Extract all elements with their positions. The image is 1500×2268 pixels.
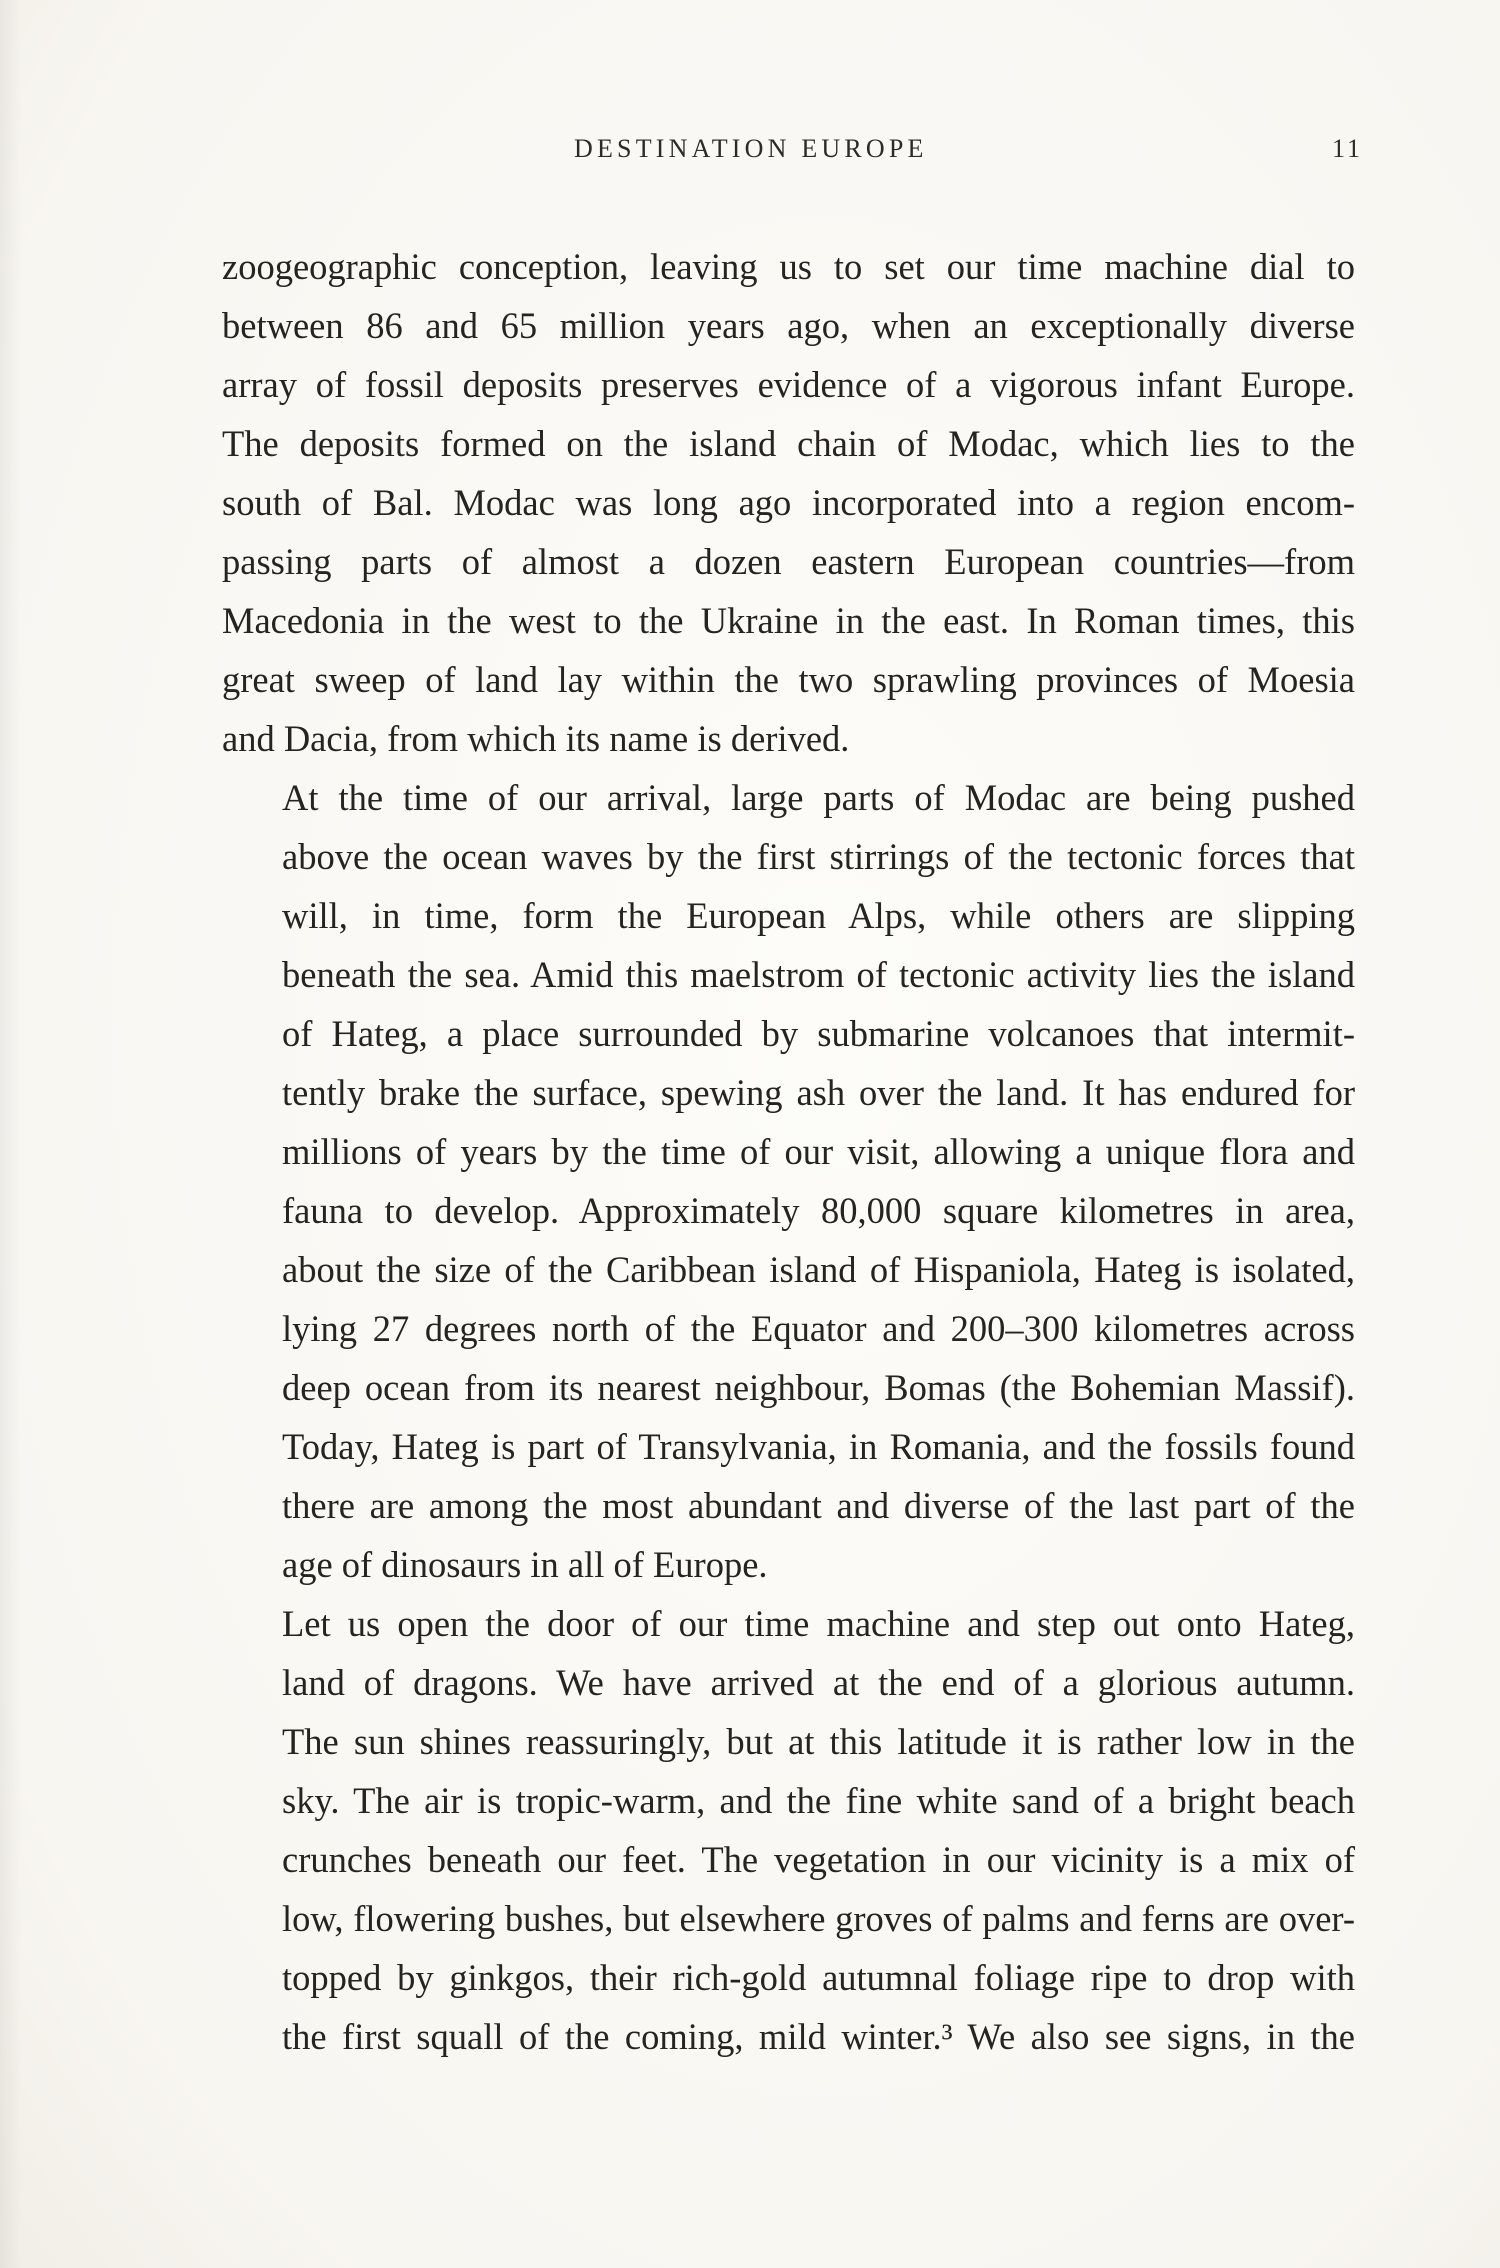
text-line: The deposits formed on the island chain of Modac, which lies to the (222, 423, 1355, 464)
text-line: above the ocean waves by the first stirrings of the tectonic forces that (282, 836, 1355, 877)
text-line: tently brake the surface, spewing ash over the land. It has endured for (282, 1072, 1355, 1113)
text-line: topped by ginkgos, their rich-gold autumnal foliage ripe to drop with (282, 1957, 1355, 1998)
text-line: south of Bal. Modac was long ago incorporated into a region encom- (222, 482, 1355, 523)
page-number: 11 (1332, 134, 1364, 163)
text-line: fauna to develop. Approximately 80,000 square kilometres in area, (282, 1190, 1355, 1231)
text-line: crunches beneath our feet. The vegetation in our vicinity is a mix of (282, 1839, 1355, 1880)
text-line: low, flowering bushes, but elsewhere groves of palms and ferns are over- (282, 1898, 1355, 1939)
text-line: deep ocean from its nearest neighbour, Bomas (the Bohemian Massif). (282, 1367, 1355, 1408)
text-line: about the size of the Caribbean island of Hispaniola, Hateg is isolated, (282, 1249, 1355, 1290)
text-line: millions of years by the time of our visit, allowing a unique flora and (282, 1131, 1355, 1172)
text-line: Today, Hateg is part of Transylvania, in Romania, and the fossils found (282, 1426, 1355, 1467)
text-line: At the time of our arrival, large parts of Modac are being pushed (282, 777, 1355, 818)
paragraph-1 (222, 237, 1355, 768)
text-line: will, in time, form the European Alps, while others are slipping (282, 895, 1355, 936)
text-line: between 86 and 65 million years ago, when an exceptionally diverse (222, 305, 1355, 346)
text-line: The sun shines reassuringly, but at this latitude it is rather low in the (282, 1721, 1355, 1762)
text-line: sky. The air is tropic-warm, and the fine white sand of a bright beach (282, 1780, 1355, 1821)
text-line: of Hateg, a place surrounded by submarine volcanoes that intermit- (282, 1013, 1355, 1054)
running-title: DESTINATION EUROPE (574, 134, 928, 163)
page-gutter-shadow (0, 0, 22, 2268)
paragraph-2 (222, 768, 1355, 1594)
text-line: passing parts of almost a dozen eastern European countries—from (222, 541, 1355, 582)
text-line: zoogeographic conception, leaving us to set our time machine dial to (222, 246, 1355, 287)
running-header (0, 134, 1500, 174)
text-line: Macedonia in the west to the Ukraine in the east. In Roman times, this (222, 600, 1355, 641)
text-line: Let us open the door of our time machine and step out onto Hateg, (282, 1603, 1355, 1644)
body-text (222, 237, 1355, 2066)
text-line: there are among the most abundant and diverse of the last part of the (282, 1485, 1355, 1526)
text-line: the first squall of the coming, mild winter.³ We also see signs, in the (282, 2016, 1355, 2057)
text-line: great sweep of land lay within the two sprawling provinces of Moesia (222, 659, 1355, 700)
text-line: beneath the sea. Amid this maelstrom of tectonic activity lies the island (282, 954, 1355, 995)
text-line: land of dragons. We have arrived at the end of a glorious autumn. (282, 1662, 1355, 1703)
text-line: age of dinosaurs in all of Europe. (282, 1544, 768, 1585)
paragraph-3 (222, 1594, 1355, 2066)
text-line: array of fossil deposits preserves evidence of a vigorous infant Europe. (222, 364, 1355, 405)
text-line: and Dacia, from which its name is derived. (222, 718, 850, 759)
text-line: lying 27 degrees north of the Equator and 200–300 kilometres across (282, 1308, 1355, 1349)
